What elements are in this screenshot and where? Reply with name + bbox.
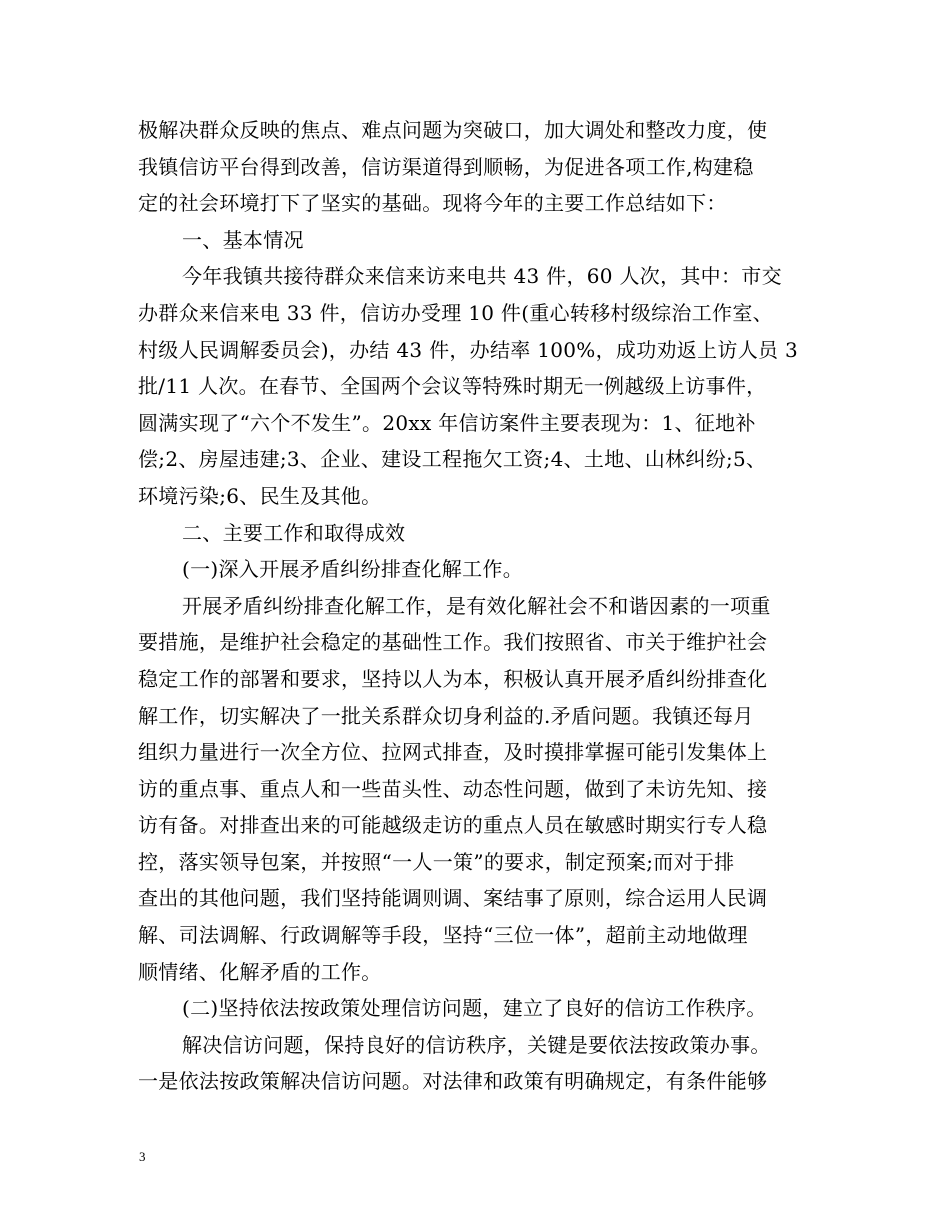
text-line: 批/11 人次。在春节、全国两个会议等特殊时期无一例越级上访事件， [138,374,767,399]
text-line: 访有备。对排查出来的可能越级走访的重点人员在敏感时期实行专人稳 [138,813,768,838]
text-line: 村级人民调解委员会)，办结 43 件，办结率 100%，成功劝返上访人员 3 [138,337,798,362]
text-line: 查出的其他问题，我们坚持能调则调、案结事了原则，综合运用人民调 [138,886,768,911]
text-line: 二、主要工作和取得成效 [182,520,406,545]
text-line: 开展矛盾纠纷排查化解工作，是有效化解社会不和谐因素的一项重 [182,593,771,618]
text-line: 控，落实领导包案，并按照“一人一策”的要求，制定预案;而对于排 [138,849,735,874]
text-line: 办群众来信来电 33 件，信访办受理 10 件(重心转移村级综治工作室、 [138,300,773,325]
text-line: 解、司法调解、行政调解等手段，坚持“三位一体”，超前主动地做理 [138,923,748,948]
text-line: 定的社会环境打下了坚实的基础。现将今年的主要工作总结如下： [138,191,727,216]
text-line: 圆满实现了“六个不发生”。20xx 年信访案件主要表现为：1、征地补 [138,410,756,435]
document-body [138,112,818,1100]
text-line: 一、基本情况 [182,227,304,252]
text-line: 一是依法按政策解决信访问题。对法律和政策有明确规定，有条件能够 [138,1069,768,1094]
text-line: 环境污染;6、民生及其他。 [138,483,382,508]
text-line: 今年我镇共接待群众来信来访来电共 43 件，60 人次，其中：市交 [182,264,782,289]
text-line: 偿;2、房屋违建;3、企业、建设工程拖欠工资;4、土地、山林纠纷;5、 [138,447,767,472]
text-line: (二)坚持依法按政策处理信访问题，建立了良好的信访工作秩序。 [182,996,767,1021]
text-line: 顺情绪、化解矛盾的工作。 [138,959,382,984]
text-line: 解决信访问题，保持良好的信访秩序，关键是要依法按政策办事。 [182,1032,771,1057]
page-number: 3 [139,1149,146,1164]
text-line: 极解决群众反映的焦点、难点问题为突破口，加大调处和整改力度，使 [138,118,768,142]
text-line: (一)深入开展矛盾纠纷排查化解工作。 [182,557,524,582]
text-line: 访的重点事、重点人和一些苗头性、动态性问题，做到了未访先知、接 [138,776,768,801]
text-line: 要措施，是维护社会稳定的基础性工作。我们按照省、市关于维护社会 [138,630,768,655]
text-line: 我镇信访平台得到改善，信访渠道得到顺畅，为促进各项工作,构建稳 [138,154,754,179]
text-line: 稳定工作的部署和要求，坚持以人为本，积极认真开展矛盾纠纷排查化 [138,666,768,691]
text-line: 组织力量进行一次全方位、拉网式排查，及时摸排掌握可能引发集体上 [138,740,768,765]
text-line: 解工作，切实解决了一批关系群众切身利益的.矛盾问题。我镇还每月 [138,703,754,728]
